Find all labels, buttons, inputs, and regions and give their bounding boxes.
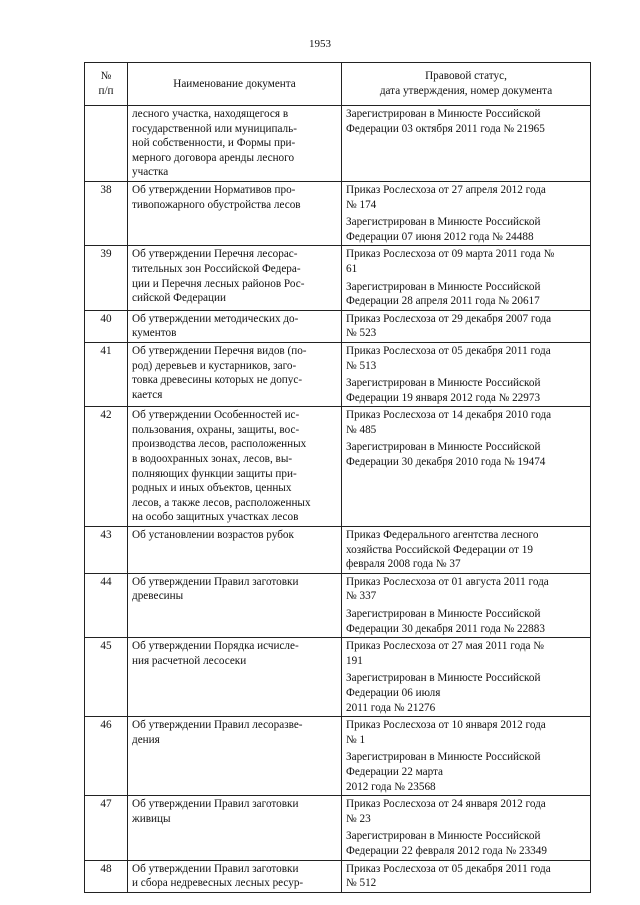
table-row: [85, 246, 591, 310]
legal-status-entry: [346, 247, 586, 276]
table-header-row: [85, 63, 591, 106]
document-name-line: дения: [132, 733, 160, 746]
legal-status-cell: [342, 717, 591, 796]
legal-status-line: № 485: [346, 423, 377, 436]
document-name-line: тительных зон Российской Федера-: [132, 262, 301, 275]
legal-status-line: Зарегистрирован в Минюсте Российской: [346, 280, 541, 293]
document-name-line: и сбора недревесных лесных ресур-: [132, 877, 304, 890]
document-name-line: на особо защитных участках лесов: [132, 511, 299, 524]
legal-status-line: № 513: [346, 359, 377, 372]
legal-status-line: № 337: [346, 590, 377, 603]
document-name-line: Об утверждении методических до-: [132, 312, 299, 325]
table-row: [85, 407, 591, 527]
document-name-line: Об утверждении Правил заготовки: [132, 798, 299, 811]
legal-status-line: Приказ Рослесхоза от 05 декабря 2011 года: [346, 344, 551, 357]
legal-status-line: Федерации 03 октября 2011 года № 21965: [346, 122, 545, 135]
legal-status-line: Приказ Рослесхоза от 24 января 2012 года: [346, 798, 546, 811]
header-status-line: Правовой статус,: [425, 70, 507, 83]
document-name-cell: [128, 342, 342, 406]
document-name-cell: [128, 527, 342, 574]
table-row: [85, 310, 591, 342]
legal-status-entry: [346, 797, 586, 826]
row-number: 40: [85, 310, 128, 342]
legal-status-line: Федерации 22 марта: [346, 765, 444, 778]
document-name-line: лесов, а также лесов, расположенных: [132, 496, 311, 509]
legal-status-entry: [346, 607, 586, 636]
table-row: [85, 527, 591, 574]
header-document-name: Наименование документа: [128, 63, 342, 106]
legal-status-cell: [342, 407, 591, 527]
legal-status-line: 2012 года № 23568: [346, 780, 436, 793]
legal-status-line: Зарегистрирован в Минюсте Российской: [346, 830, 541, 843]
document-name-line: кается: [132, 388, 163, 401]
legal-status-line: Приказ Рослесхоза от 05 декабря 2011 года: [346, 862, 551, 875]
document-name-line: пользования, охраны, защиты, вос-: [132, 423, 300, 436]
legal-status-line: Федерации 30 декабря 2011 года № 22883: [346, 622, 545, 635]
legal-status-cell: [342, 796, 591, 860]
legal-status-entry: [346, 376, 586, 405]
header-number-line: №: [100, 70, 112, 83]
row-number: [85, 106, 128, 182]
document-name-line: Об утверждении Порядка исчисле-: [132, 640, 299, 653]
header-number: [85, 63, 128, 106]
document-name-line: ния расчетной лесосеки: [132, 654, 247, 667]
document-name-line: род) деревьев и кустарников, заго-: [132, 359, 297, 372]
legal-status-line: февраля 2008 года № 37: [346, 558, 461, 571]
document-name-line: Об утверждении Нормативов про-: [132, 183, 296, 196]
legal-status-entry: [346, 408, 586, 437]
document-name-line: Об утверждении Перечня лесорас-: [132, 248, 298, 261]
legal-documents-table: [84, 62, 591, 893]
table-row: [85, 796, 591, 860]
row-number: 38: [85, 181, 128, 245]
legal-status-line: Приказ Рослесхоза от 10 января 2012 года: [346, 719, 546, 732]
legal-status-entry: [346, 280, 586, 309]
header-status-line: дата утверждения, номер документа: [379, 85, 553, 97]
page-number: 1953: [309, 38, 331, 50]
legal-status-cell: [342, 310, 591, 342]
header-legal-status: [342, 63, 591, 106]
document-name-line: Об утверждении Правил лесоразве-: [132, 719, 303, 732]
document-name-line: живицы: [132, 812, 171, 825]
legal-status-entry: [346, 862, 586, 891]
document-name-line: ной собственности, и Формы при-: [132, 137, 296, 150]
legal-status-line: хозяйства Российской Федерации от 19: [346, 543, 533, 556]
legal-status-line: № 1: [346, 733, 366, 746]
row-number: 47: [85, 796, 128, 860]
document-name-line: товка древесины которых не допус-: [132, 374, 303, 387]
row-number: 43: [85, 527, 128, 574]
document-name-line: древесины: [132, 590, 184, 603]
document-name-cell: [128, 310, 342, 342]
table-row: [85, 638, 591, 717]
legal-status-line: Приказ Рослесхоза от 14 декабря 2010 года: [346, 409, 552, 422]
legal-status-line: Зарегистрирован в Минюсте Российской: [346, 377, 541, 390]
table-body: [85, 106, 591, 893]
document-name-line: Об утверждении Особенностей ис-: [132, 409, 300, 422]
document-name-line: лесного участка, находящегося в: [132, 108, 289, 120]
legal-status-line: Приказ Рослесхоза от 29 декабря 2007 года: [346, 312, 552, 325]
legal-status-line: 2011 года № 21276: [346, 701, 436, 714]
legal-status-cell: [342, 860, 591, 892]
row-number: 39: [85, 246, 128, 310]
legal-status-entry: [346, 183, 586, 212]
legal-status-entry: [346, 312, 586, 341]
legal-status-line: Зарегистрирован в Минюсте Российской: [346, 441, 541, 454]
legal-status-line: Федерации 30 декабря 2010 года № 19474: [346, 456, 546, 469]
legal-status-entry: [346, 750, 586, 794]
legal-status-cell: [342, 246, 591, 310]
document-name-line: мерного договора аренды лесного: [132, 151, 295, 164]
legal-status-line: 191: [346, 654, 363, 667]
legal-status-entry: [346, 718, 586, 747]
document-name-cell: [128, 573, 342, 637]
legal-status-cell: [342, 638, 591, 717]
legal-status-cell: [342, 573, 591, 637]
legal-status-line: Федерации 19 января 2012 года № 22973: [346, 391, 541, 404]
legal-status-line: Приказ Рослесхоза от 27 апреля 2012 года: [346, 183, 546, 196]
table-row: [85, 573, 591, 637]
legal-status-line: № 23: [346, 812, 371, 825]
legal-status-line: Федерации 06 июля: [346, 686, 441, 699]
legal-status-entry: [346, 528, 586, 572]
document-name-line: производства лесов, расположенных: [132, 438, 307, 451]
document-name-line: Об утверждении Правил заготовки: [132, 862, 299, 875]
document-name-line: ции и Перечня лесных районов Рос-: [132, 277, 305, 290]
document-name-cell: [128, 860, 342, 892]
document-name-cell: [128, 106, 342, 182]
legal-status-line: 61: [346, 262, 358, 275]
document-name-line: полняющих функции защиты при-: [132, 467, 297, 480]
legal-status-line: Федерации 07 июня 2012 года № 24488: [346, 230, 534, 243]
document-name-line: Об утверждении Перечня видов (по-: [132, 344, 307, 357]
document-name-cell: [128, 717, 342, 796]
legal-status-entry: [346, 829, 586, 858]
document-name-cell: [128, 407, 342, 527]
legal-status-line: Федерации 22 февраля 2012 года № 23349: [346, 844, 547, 857]
legal-status-entry: [346, 671, 586, 715]
legal-status-line: Зарегистрирован в Минюсте Российской: [346, 216, 541, 229]
legal-status-line: № 174: [346, 198, 377, 211]
legal-status-line: Приказ Рослесхоза от 09 марта 2011 года №: [346, 248, 555, 261]
legal-status-cell: [342, 181, 591, 245]
legal-status-cell: [342, 342, 591, 406]
legal-status-entry: [346, 575, 586, 604]
document-name-line: государственной или муниципаль-: [132, 122, 297, 135]
legal-status-line: Приказ Рослесхоза от 01 августа 2011 года: [346, 575, 549, 588]
legal-status-line: Приказ Рослесхоза от 27 мая 2011 года №: [346, 640, 544, 653]
document-name-cell: [128, 796, 342, 860]
legal-status-line: Зарегистрирован в Минюсте Российской: [346, 108, 541, 120]
legal-status-line: № 523: [346, 327, 377, 340]
legal-status-line: Зарегистрирован в Минюсте Российской: [346, 608, 541, 620]
document-name-line: кументов: [132, 327, 177, 340]
table-row: [85, 181, 591, 245]
legal-status-cell: [342, 527, 591, 574]
row-number: 46: [85, 717, 128, 796]
row-number: 45: [85, 638, 128, 717]
document-name-line: в водоохранных зонах, лесов, вы-: [132, 453, 293, 466]
legal-status-entry: [346, 215, 586, 244]
legal-status-line: № 512: [346, 877, 377, 890]
legal-status-entry: [346, 440, 586, 469]
document-name-cell: [128, 181, 342, 245]
document-name-cell: [128, 246, 342, 310]
row-number: 48: [85, 860, 128, 892]
table-row: [85, 717, 591, 796]
document-name-cell: [128, 638, 342, 717]
row-number: 44: [85, 573, 128, 637]
legal-status-entry: [346, 107, 586, 136]
document-name-line: сийской Федерации: [132, 292, 226, 305]
legal-status-entry: [346, 639, 586, 668]
document-name-line: тивопожарного обустройства лесов: [132, 198, 301, 211]
legal-status-entry: [346, 344, 586, 373]
legal-status-line: Зарегистрирован в Минюсте Российской: [346, 751, 541, 764]
table-row: [85, 106, 591, 182]
header-number-line: п/п: [98, 85, 114, 97]
legal-status-line: Зарегистрирован в Минюсте Российской: [346, 672, 541, 685]
document-name-line: участка: [132, 166, 169, 179]
row-number: 41: [85, 342, 128, 406]
table-row: [85, 860, 591, 892]
table-row: [85, 342, 591, 406]
row-number: 42: [85, 407, 128, 527]
legal-status-line: Приказ Федерального агентства лесного: [346, 529, 539, 542]
document-name-line: родных и иных объектов, ценных: [132, 482, 292, 495]
document-name-line: Об утверждении Правил заготовки: [132, 575, 299, 588]
legal-status-cell: [342, 106, 591, 182]
legal-status-line: Федерации 28 апреля 2011 года № 20617: [346, 295, 540, 308]
document-name-line: Об установлении возрастов рубок: [132, 529, 294, 542]
